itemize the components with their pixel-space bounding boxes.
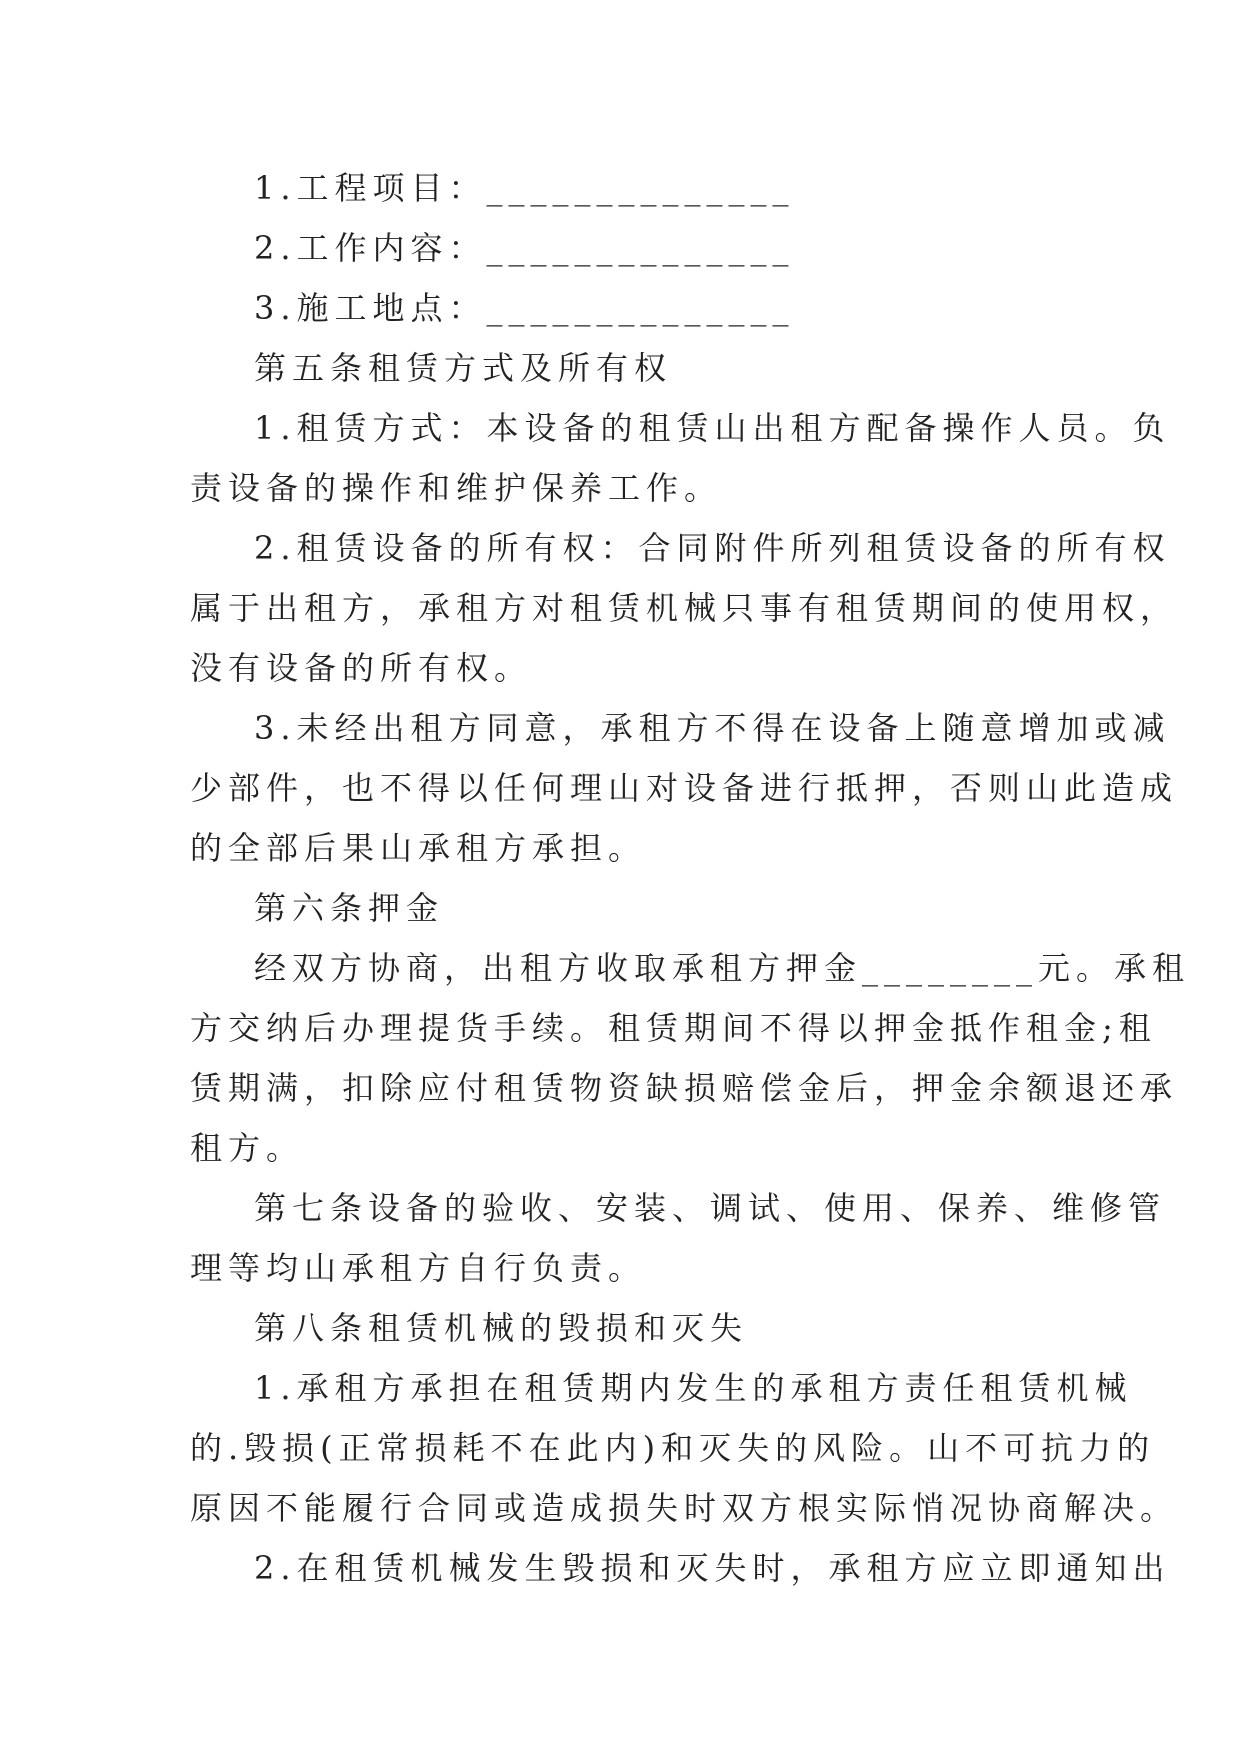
article-5-heading: 第五条租赁方式及所有权 — [254, 349, 673, 387]
article-8-p1-line3: 原因不能履行合同或造成损失时双方根实际悄况协商解决。 — [190, 1489, 1179, 1527]
article-5-p3-line3: 的全部后果山承租方承担。 — [190, 829, 647, 867]
article-6-p1-line2: 方交纳后办理提货手续。租赁期间不得以押金抵作租金;租 — [190, 1009, 1157, 1047]
article-6-p1-line4: 租方。 — [190, 1129, 305, 1167]
article-5-p3-line2: 少部件，也不得以任何理山对设备进行抵押，否则山此造成 — [190, 769, 1179, 807]
item-project: 1.工程项目：______________ — [254, 169, 795, 207]
article-8-p1-line2: 的.毁损(正常损耗不在此内)和灭失的风险。山不可抗力的 — [190, 1429, 1156, 1467]
article-6-p1-line1: 经双方协商，出租方收取承租方押金________元。承租 — [254, 949, 1191, 987]
article-5-p3-line1: 3.未经出租方同意，承租方不得在设备上随意增加或减 — [254, 709, 1171, 747]
article-7-line2: 理等均山承租方自行负责。 — [190, 1249, 647, 1287]
article-8-heading: 第八条租赁机械的毁损和灭失 — [254, 1309, 749, 1347]
article-6-heading: 第六条押金 — [254, 889, 445, 927]
article-5-p1-line2: 责设备的操作和维护保养工作。 — [190, 469, 723, 507]
article-5-p2-line3: 没有设备的所有权。 — [190, 649, 533, 687]
article-8-p1-line1: 1.承租方承担在租赁期内发生的承租方责任租赁机械 — [254, 1369, 1133, 1407]
article-6-p1-line3: 赁期满，扣除应付租赁物资缺损赔偿金后，押金余额退还承 — [190, 1069, 1179, 1107]
item-work-content: 2.工作内容：______________ — [254, 229, 795, 267]
article-5-p2-line2: 属于出租方，承租方对租赁机械只事有租赁期间的使用权， — [190, 589, 1179, 627]
article-5-p2-line1: 2.租赁设备的所有权：合同附件所列租赁设备的所有权 — [254, 529, 1171, 567]
document-body — [190, 158, 1191, 1598]
item-site: 3.施工地点：______________ — [254, 289, 795, 327]
article-8-p2-line1: 2.在租赁机械发生毁损和灭失时，承租方应立即通知出 — [254, 1549, 1171, 1587]
article-5-p1-line1: 1.租赁方式：本设备的租赁山出租方配备操作人员。负 — [254, 409, 1171, 447]
article-7-line1: 第七条设备的验收、安装、调试、使用、保养、维修管 — [254, 1189, 1167, 1227]
